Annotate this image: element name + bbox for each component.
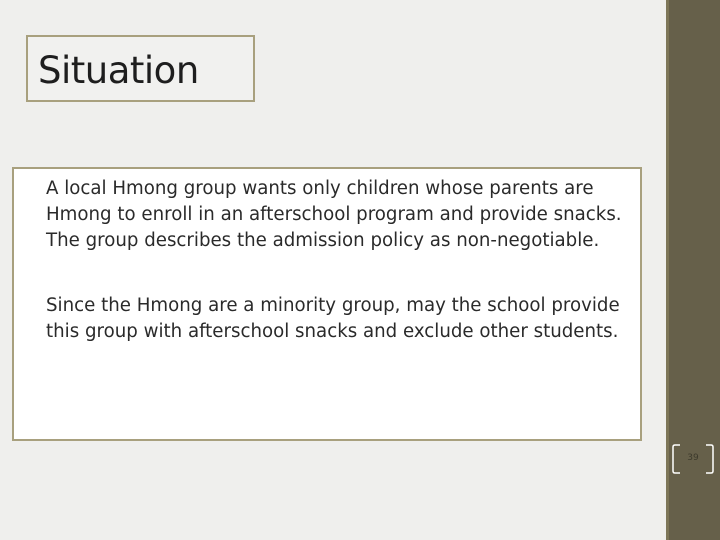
- paragraph-1: A local Hmong group wants only children whose parents are Hmong to enroll in an afterschool program and provide snacks. The group describes the admission policy as non-negotiable.: [46, 178, 622, 251]
- content-box: [12, 167, 642, 441]
- page-number: 39: [687, 453, 699, 463]
- band-divider: [666, 0, 669, 540]
- paragraph-2: Since the Hmong are a minority group, may the school provide this group with afterschool snacks and exclude other students.: [46, 295, 620, 342]
- page-number-indicator: [670, 443, 716, 475]
- slide-title: Situation: [38, 49, 199, 92]
- title-box: [26, 35, 255, 102]
